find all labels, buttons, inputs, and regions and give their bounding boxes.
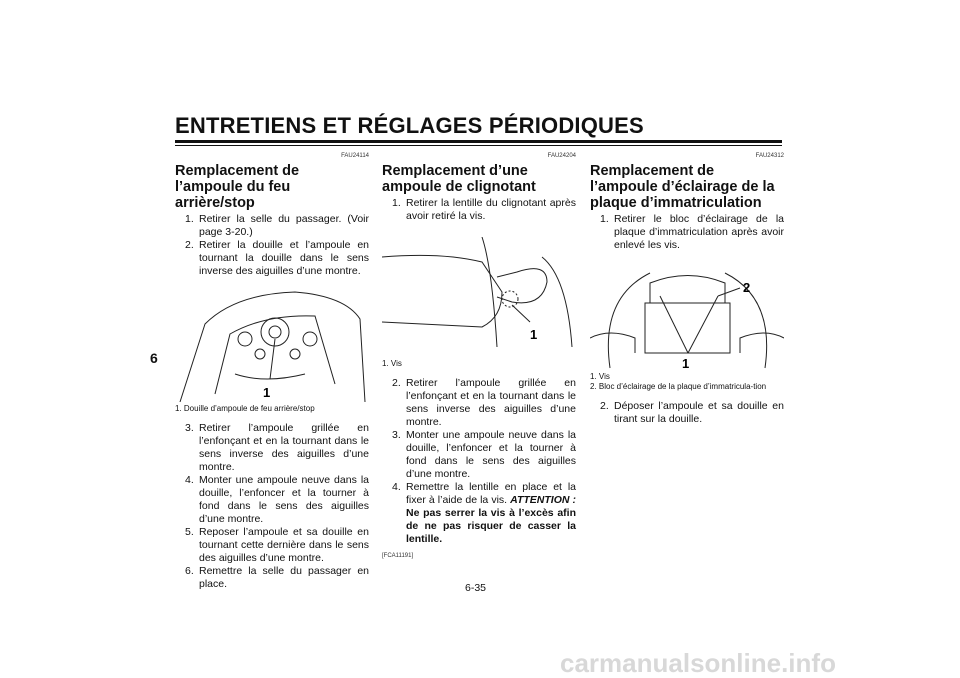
warning-text: Ne pas serrer la vis à l’excès afin de ne pas risquer de casser la lentille.: [406, 507, 576, 545]
figure-callout: 2: [743, 280, 751, 295]
figure-caption: 1. Vis: [382, 359, 402, 368]
title-rule-thin: [175, 145, 782, 146]
section-heading: Remplacement de l’ampoule du feu arrière/stop: [175, 163, 300, 211]
step: 2. Retirer la douille et l’ampoule en tournant la douille dans le sens inverse des aiguilles d’une montre.: [185, 239, 369, 277]
figure-callout: 1: [263, 385, 271, 400]
section-heading: Remplacement de l’ampoule d’éclairage de la plaque d’immatriculation: [590, 163, 775, 211]
step: 6. Remettre la selle du passager en place.: [185, 565, 369, 590]
figure-caption: 1. Douille d’ampoule de feu arrière/stop: [175, 404, 315, 413]
step: 3. Retirer l’ampoule grillée en l’enfonçant et en la tournant dans le sens inverse des aiguilles d’une montre.: [185, 422, 369, 473]
step: 2. Retirer l’ampoule grillée en l’enfonçant et en la tournant dans le sens inverse des aiguilles d’une montre.: [392, 377, 576, 428]
title-rule: [175, 140, 782, 143]
step: 1. Retirer la lentille du clignotant après avoir retiré la vis.: [392, 197, 576, 222]
step: 3. Monter une ampoule neuve dans la douille, l’enfoncer et la tourner à fond dans le sens des aiguilles d’une montre.: [392, 429, 576, 480]
step: 4. Remettre la lentille en place et la fixer à l’aide de la vis. ATTENTION : Ne pas serrer la vis à l’excès afin de ne pas risquer de casser la lentille.: [392, 481, 576, 545]
watermark: carmanualsonline.info: [560, 648, 836, 678]
section-code: FAU24312: [755, 153, 784, 159]
reference-code: [FCA11191]: [382, 553, 414, 559]
section-code: FAU24114: [341, 153, 369, 159]
figure-caption: 2. Bloc d’éclairage de la plaque d’immatricula-tion: [590, 382, 767, 391]
chapter-tab: 6: [150, 350, 158, 366]
tail-light-figure: [175, 284, 369, 402]
section-tail-light: [175, 150, 369, 591]
license-light-figure: [590, 258, 784, 370]
step: 2. Déposer l’ampoule et sa douille en tirant sur la douille.: [600, 400, 784, 425]
step: 1. Retirer le bloc d’éclairage de la plaque d’immatriculation après avoir enlevé les vis.: [600, 213, 784, 251]
section-code: FAU24204: [547, 153, 576, 159]
turn-signal-figure: [382, 237, 576, 357]
page-number: 6-35: [465, 582, 487, 594]
step: 5. Reposer l’ampoule et sa douille en tournant cette dernière dans le sens des aiguilles d’une montre.: [185, 526, 369, 564]
section-turn-signal: [382, 150, 576, 563]
page-title: ENTRETIENS ET RÉGLAGES PÉRIODIQUES: [175, 113, 644, 138]
figure-callout: 1: [682, 356, 690, 370]
figure-caption: 1. Vis: [590, 372, 610, 381]
figure-callout: 1: [530, 327, 538, 342]
step: 4. Monter une ampoule neuve dans la douille, l’enfoncer et la tourner à fond dans le sens des aiguilles d’une montre.: [185, 474, 369, 525]
attention-label: ATTENTION :: [510, 494, 576, 506]
section-license-light: [590, 150, 784, 426]
section-heading: Remplacement d’une ampoule de clignotant: [382, 163, 536, 195]
step: 1. Retirer la selle du passager. (Voir page 3-20.): [185, 213, 369, 238]
